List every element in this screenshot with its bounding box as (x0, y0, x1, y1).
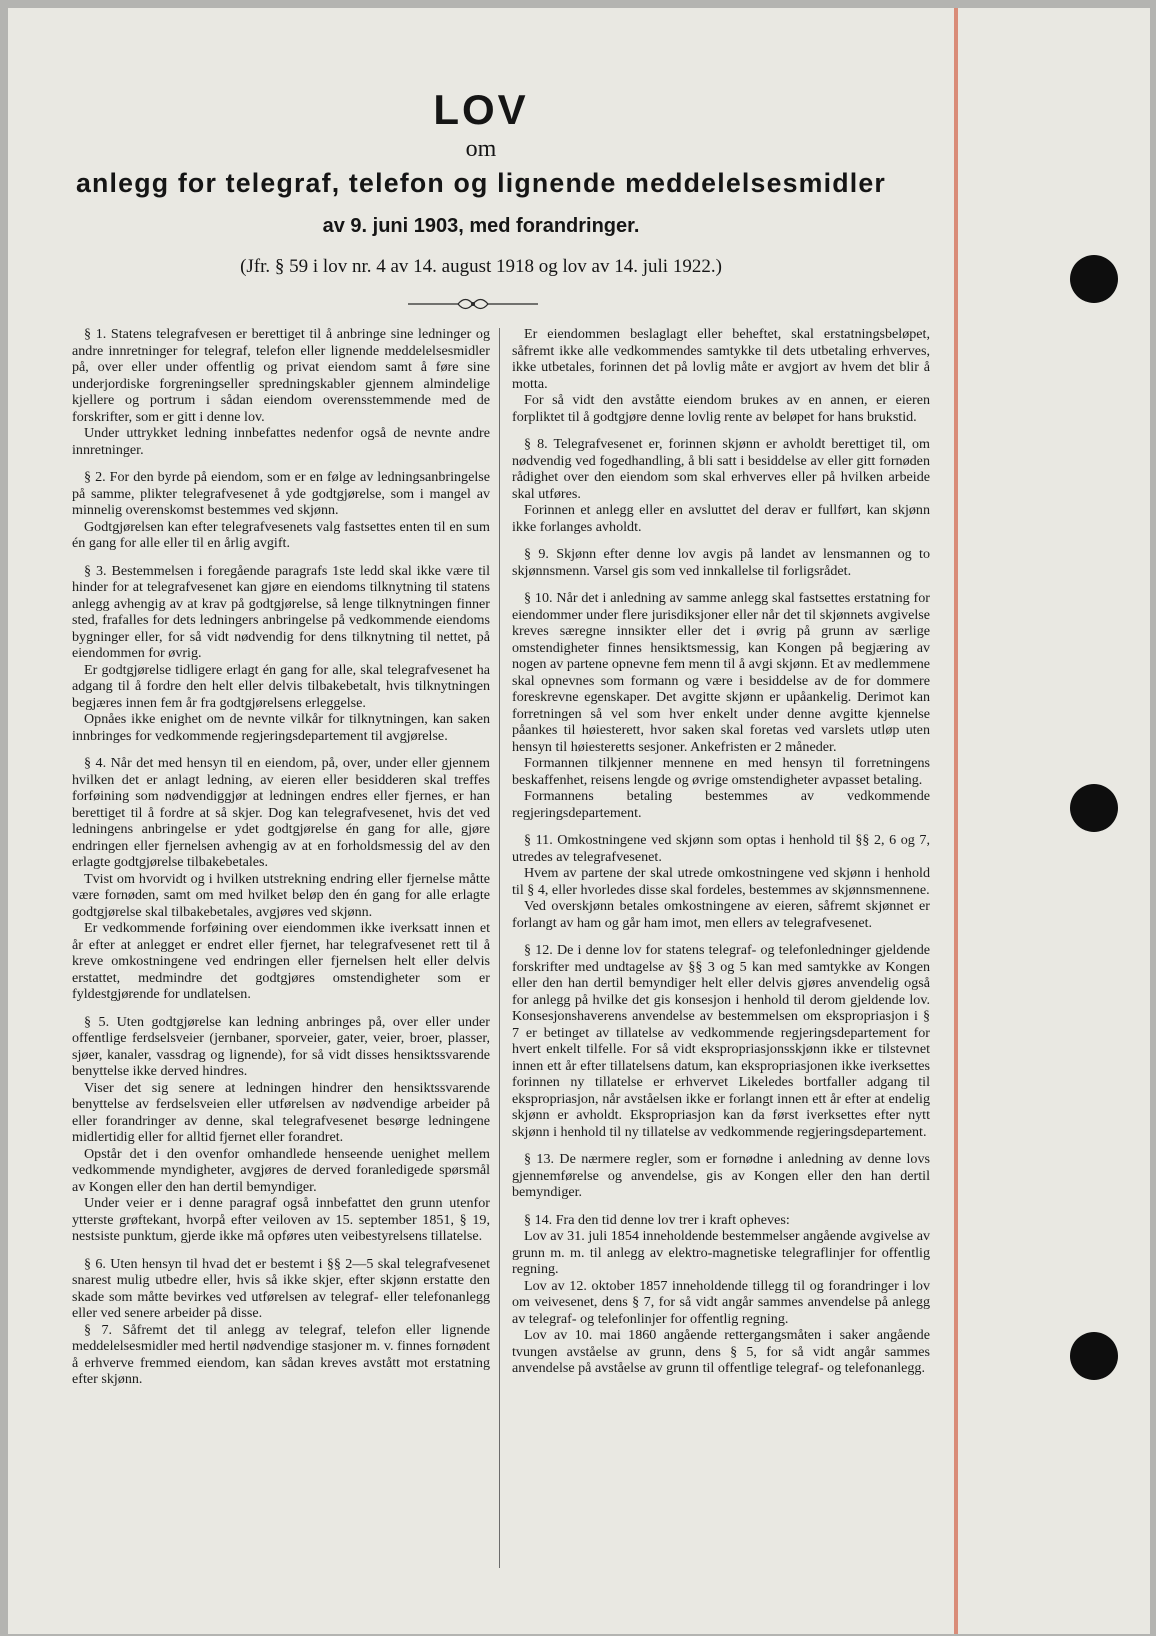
document-heading-om: om (465, 136, 497, 162)
paragraph: § 9. Skjønn efter denne lov avgis på landet av lensmannen og to skjønnsmenn. Varsel gis som ved innkallelse til forligsrådet. (512, 546, 930, 579)
paragraph: Er eiendommen beslaglagt eller beheftet, skal erstatningsbeløpet, såfremt ikke alle vedkommendes samtykke til dets utbetaling erhverves, ikke utbetales, forinnen det på lovlig måte er avgjort av hvem det blir å motta. (512, 326, 930, 392)
document-heading-lov: LOV (433, 86, 529, 133)
punch-hole (1070, 1332, 1118, 1380)
paragraph: § 14. Fra den tid denne lov trer i kraft opheves: (524, 1211, 790, 1228)
paragraph: § 6. Uten hensyn til hvad det er bestemt i §§ 2—5 skal telegrafvesenet snarest mulig utbedre eller, hvis så ikke skjer, efter skjønn erstatte den skade som måtte bevirkes ved utførelsen av telegraf- eller telefonanlegg eller ved senere arbeider på disse. (72, 1255, 490, 1321)
paragraph: Hvem av partene der skal utrede omkostningene ved skjønn i henhold til § 4, eller hvorledes disse skal fordeles, bestemmes av skjønnsmennene. (512, 865, 930, 898)
column-divider (499, 328, 500, 1568)
punch-hole (1070, 255, 1118, 303)
paragraph: Er vedkommende forføining over eiendommen ikke iverksatt innen et år efter at anlegget er endret eller fjernet, har telegrafvesenet rett til å kreve omkostningene ved endringen eller fjernelsen helt eller delvis erstattet, medmindre det godtgjøres omstendigheter som er fyldestgjørende for undlatelsen. (72, 920, 490, 1002)
paragraph: § 1. Statens telegrafvesen er berettiget til å anbringe sine ledninger og andre innretninger for telegraf, telefon eller lignende meddelelsesmidler på, over eller under offentlig og privat eiendom samt å føre sine underjordiske forgreningseller spredningskabler gjennem almindelige kjellere og portrum i sådan eiendom overensstemmende med de forskrifter, som er gitt i denne lov. (72, 326, 490, 425)
left-text-column (72, 326, 490, 1388)
document-page (8, 8, 1150, 1634)
paragraph: Formannen tilkjenner mennene en med hensyn til forretningens beskaffenhet, reisens lengde og øvrige omstendigheter avpasset betaling. (512, 755, 930, 788)
paragraph: Godtgjørelsen kan efter telegrafvesenets valg fastsettes enten til en sum én gang for alle eller til en årlig avgift. (72, 518, 490, 551)
paragraph: § 10. Når det i anledning av samme anlegg skal fastsettes erstatning for eiendommer under flere jurisdiksjoner eller når det til skjønnets avgivelse kreves særegne innsikter eller det i øvrig på grunn av særlige omstendigheter finnes hensiktsmessig, kan Kongen på begjæring av nogen av partene opnevne fem menn til å avgi skjønn. Et av medlemmene skal opnevnes som formann og være i besiddelse av de for dommere foreskrevne egenskaper. Det avgitte skjønn er upåankelig. Derimot kan forretningen så vel som hver enkelt under denne avgitte kjennelse påankes til høiesterett, hvor saken skal foretas ved varslets utløp uten hensyn til høiesteretts sesjoner. Ankefristen er 2 måneder. (512, 590, 930, 755)
paragraph: Opnåes ikke enighet om de nevnte vilkår for tilknytningen, kan saken innbringes for vedkommende regjeringsdepartement til avgjørelse. (72, 711, 490, 744)
paragraph: § 7. Såfremt det til anlegg av telegraf, telefon eller lignende meddelelsesmidler med hertil nødvendige stasjoner m. v. finnes fornødent å erhverve fremmed eiendom, kan sådan kreves avstått mot erstatning efter skjønn. (72, 1321, 490, 1387)
document-reference: (Jfr. § 59 i lov nr. 4 av 14. august 1918 og lov av 14. juli 1922.) (240, 256, 722, 277)
margin-line (954, 8, 958, 1634)
paragraph: § 5. Uten godtgjørelse kan ledning anbringes på, over eller under offentlige ferdselsveier (jernbaner, sporveier, gater, veier, broer, plasser, sjøer, kanaler, vassdrag og lignende), for så vidt disses hensiktssvarende benyttelse ikke derved hindres. (72, 1013, 490, 1079)
paragraph: § 4. Når det med hensyn til en eiendom, på, over, under eller gjennem hvilken det er anlagt ledning, av eieren eller besidderen skal treffes forføining som nødvendiggjør at ledningen endres eller fjernes, er han berettiget til å fordre at så skjer. Dog kan telegrafvesenet, hvis det ved ledningens anbringelse er ydet godtgjørelse én gang for alle, gjøre endringen eller fjernelsen avhengig av at en forholdsmessig del av den erlagte godtgjørelse tilbakebetales. (72, 755, 490, 870)
right-text-column (512, 326, 930, 1377)
paragraph: Forinnen et anlegg eller en avsluttet del derav er fullført, kan skjønn ikke forlanges avholdt. (512, 502, 930, 535)
paragraph: Opstår det i den ovenfor omhandlede henseende uenighet mellem vedkommende myndigheter, avgjøres de derved foranledigede spørsmål av Kongen eller den han dertil bemyndiger. (72, 1145, 490, 1195)
paragraph: For så vidt den avståtte eiendom brukes av en annen, er eieren forpliktet til å godtgjøre denne lovlig rente av beløpet for hans brukstid. (512, 392, 930, 425)
document-subtitle: av 9. juni 1903, med forandringer. (322, 215, 640, 237)
paragraph: § 13. De nærmere regler, som er fornødne i anledning av denne lovs gjennemførelse og anvendelse, gis av Kongen eller den han dertil bemyndiger. (512, 1151, 930, 1200)
paragraph: Lov av 31. juli 1854 inneholdende bestemmelser angående avgivelse av grunn m. m. til anlegg av elektro-magnetiske telegraflinjer for offentlig regning. (512, 1228, 930, 1277)
paragraph: § 3. Bestemmelsen i foregående paragrafs 1ste ledd skal ikke være til hinder for at telegrafvesenet kan gjøre en eiendoms tilknytning til statens anlegg avhengig av at krav på godtgjørelse, så lenge tilknytningen finner sted, frafalles for dets ledningers anbringelse på vedkommende eiendoms bygninger eller, for så vidt nødvendig for dens tilknytning til nettet, på eiendommen for øvrig. (72, 562, 490, 661)
paragraph: Formannens betaling bestemmes av vedkommende regjeringsdepartement. (512, 788, 930, 821)
paragraph: Ved overskjønn betales omkostningene av eieren, såfremt skjønnet er forlangt av ham og går ham imot, men ellers av telegrafvesenet. (512, 898, 930, 931)
paragraph: Tvist om hvorvidt og i hvilken utstrekning endring eller fjernelse måtte være fornøden, samt om med hvilket beløp den én gang for alle erlagte godtgjørelse skal tilbakebetales, avgjøres ved skjønn. (72, 870, 490, 920)
punch-hole (1070, 784, 1118, 832)
paragraph: Under veier er i denne paragraf også innbefattet den grunn utenfor ytterste grøftekant, hvorpå efter veiloven av 15. september 1851, § 19, nestsiste punktum, gjerde ikke må opføres uten veibestyrelsens tillatelse. (72, 1195, 490, 1244)
paragraph: § 12. De i denne lov for statens telegraf- og telefonledninger gjeldende forskrifter med undtagelse av §§ 3 og 5 kan med samtykke av Kongen eller den han dertil bemyndiger helt eller delvis gjøres anvendelig også for anlegg på hvilke det gis konsesjon i henhold til derom gjeldende lov. Konsesjonshaverens anvendelse av bestemmelsen om ekspropriasjon i § 7 er betinget av tillatelse av vedkommende regjeringsdepartement for hvert enkelt tilfelle. For så vidt ekspropriasjonsskjønn ikke er tilstevnet innen ett år efter tillatelsens datum, kan ekspropriasjonen ikke iverksettes forinnen ny tillatelse er erhvervet Likeledes bortfaller adgang til ekspropriasjon, når avståelsen ikke er forlangt innen ett år efter at endelig skjønn er avholdt. Ekspropriasjon kan da først iverksettes efter nytt skjønn i henhold til ny tillatelse av vedkommende regjeringsdepartement. (512, 942, 930, 1140)
paragraph: Under uttrykket ledning innbefattes nedenfor også de nevnte andre innretninger. (72, 425, 490, 458)
paragraph: § 8. Telegrafvesenet er, forinnen skjønn er avholdt berettiget til, om nødvendig ved fogedhandling, å bli satt i besiddelse av eller gitt fornøden rådighet over den eiendom som skal erhverves eller på hvilken arbeide skal utføres. (512, 436, 930, 502)
paragraph: § 11. Omkostningene ved skjønn som optas i henhold til §§ 2, 6 og 7, utredes av telegrafvesenet. (512, 832, 930, 865)
paragraph: § 2. For den byrde på eiendom, som er en følge av ledningsanbringelse på samme, plikter telegrafvesenet å yde godtgjørelse, som i mangel av minnelig overenskomst bestemmes ved skjønn. (72, 469, 490, 518)
ornament-divider-icon (408, 296, 538, 312)
paragraph: Lov av 10. mai 1860 angående rettergangsmåten i saker angående tvungen avståelse av grunn, dens § 5, for så vidt angår sammes anvendelse på avståelse av grunn til offentlige telegraf- og telefonanlegg. (512, 1327, 930, 1376)
paragraph: Er godtgjørelse tidligere erlagt én gang for alle, skal telegrafvesenet ha adgang til å fordre den helt eller delvis tilbakebetalt, hvis tilknytningen begjæres innen fem år fra godtgjørelsens erleggelse. (72, 661, 490, 711)
document-title: anlegg for telegraf, telefon og lignende meddelelsesmidler (75, 168, 887, 198)
paragraph: Lov av 12. oktober 1857 inneholdende tillegg til og forandringer i lov om veivesenet, dens § 7, for så vidt angår sammes anvendelse på anlegg av telegraf- og telefonlinjer for offentlig regning. (512, 1277, 930, 1327)
paragraph: Viser det sig senere at ledningen hindrer den hensiktssvarende benyttelse av ferdselsveien eller utførelsen av nødvendige arbeider på eller forandringer av denne, skal telegrafvesenet besørge ledningene midlertidig eller for alltid fjernet eller forandret. (72, 1079, 490, 1145)
